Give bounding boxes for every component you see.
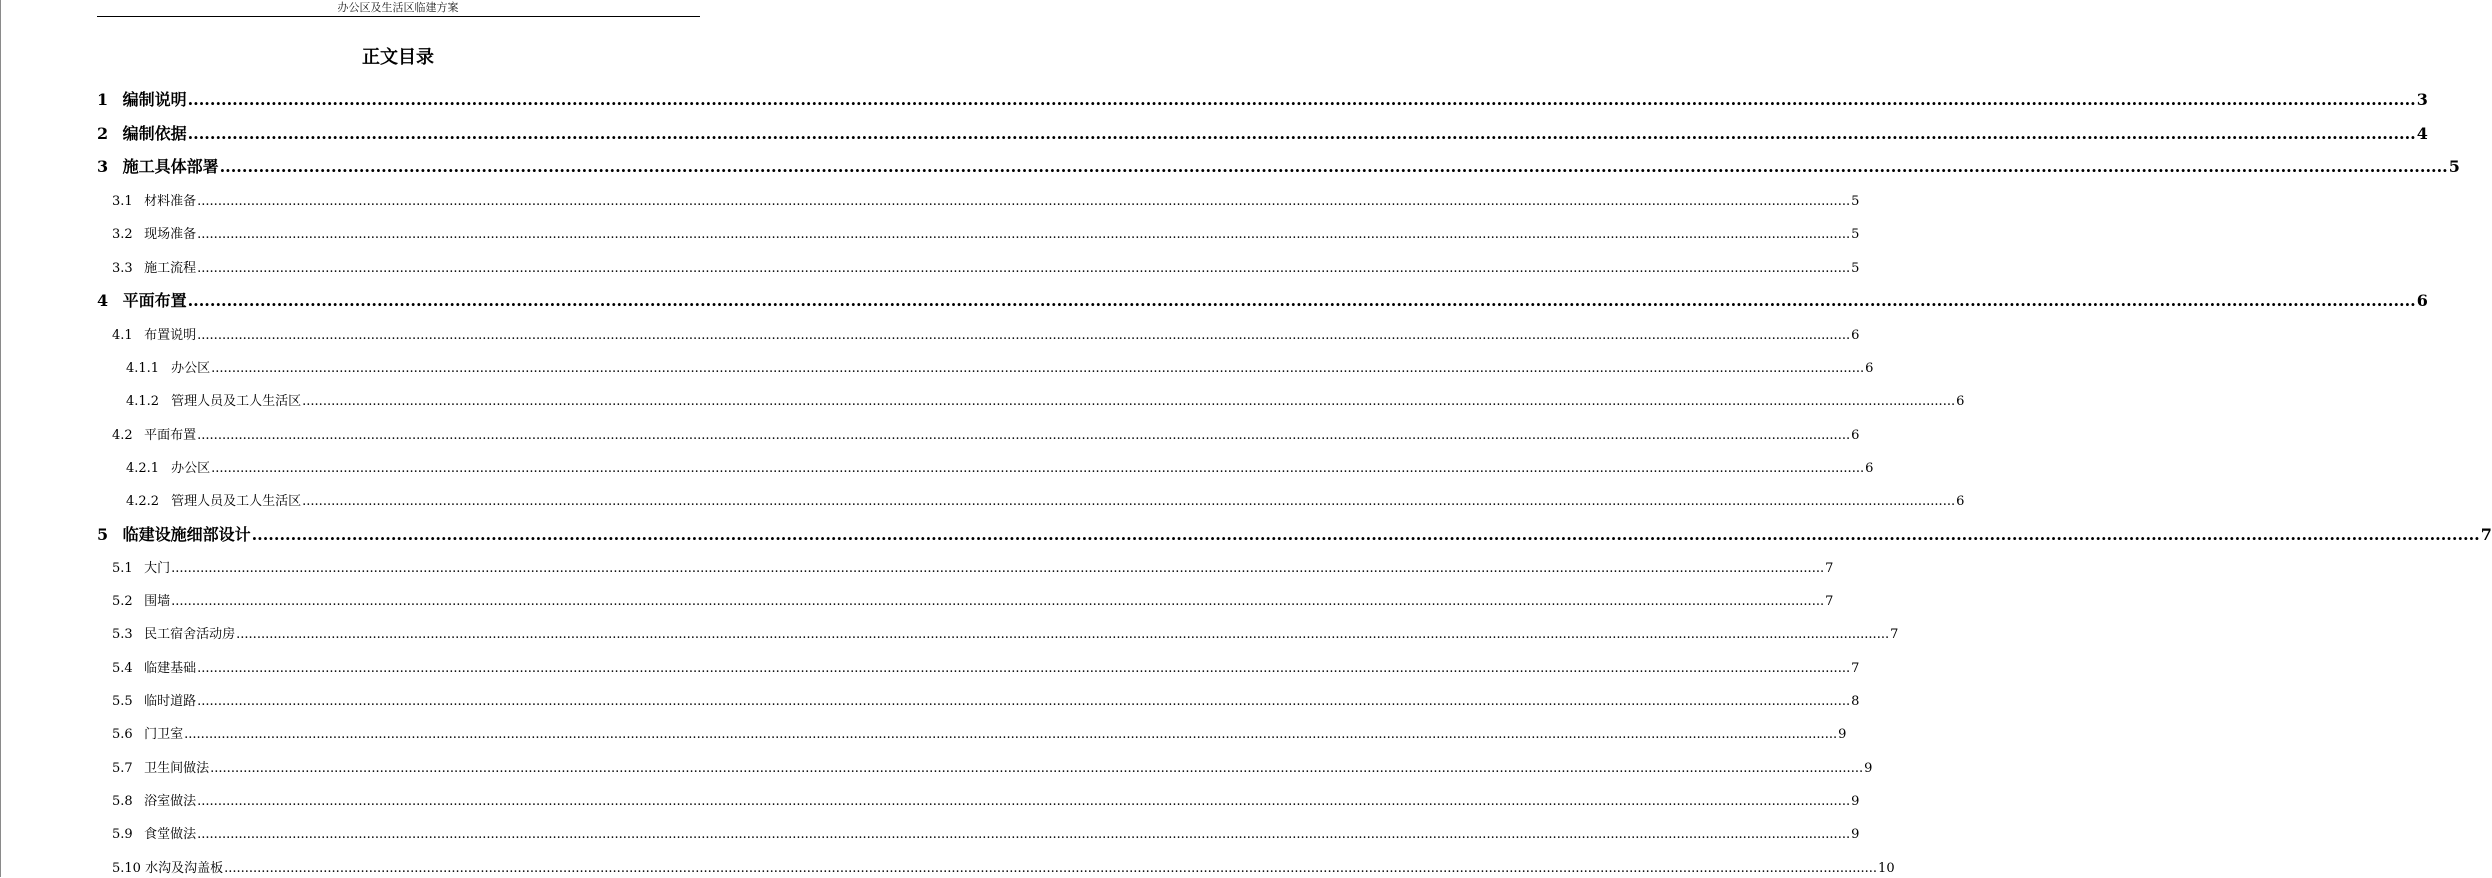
toc-entry-number: 4.2 xyxy=(112,428,133,443)
toc-entry-label: 办公区 xyxy=(171,461,211,476)
toc-page-number: 6 xyxy=(2416,291,2428,310)
toc-entry-number: 5.9 xyxy=(112,827,133,842)
toc-entry-heading xyxy=(112,260,196,278)
toc-leader-dots: ................................................................................................................................................................................................................................................................................................................................................................................................................ xyxy=(197,428,1851,443)
toc-page-number: 5 xyxy=(1851,194,1860,209)
toc-entry-number: 5 xyxy=(97,525,109,544)
toc-leader-dots: ................................................................................................................................................................................................................................................................................................................................................................................................................ xyxy=(236,627,1890,642)
toc-entry-heading xyxy=(112,327,196,345)
toc-entry-label: 临时道路 xyxy=(144,694,197,709)
toc-entry-heading xyxy=(112,860,223,878)
toc-page-number: 7 xyxy=(1825,594,1834,609)
toc-entry-label: 大门 xyxy=(144,561,171,576)
toc-entry-number: 3 xyxy=(97,157,109,176)
toc-page-number: 7 xyxy=(1851,661,1860,676)
toc-entry-label: 民工宿舍活动房 xyxy=(144,627,236,642)
toc-entry-number: 4.1.1 xyxy=(126,361,160,376)
toc-entry-heading xyxy=(126,460,210,478)
toc-leader-dots: ................................................................................................................................................................................................................................................................................................................................................................................................................ xyxy=(197,661,1851,676)
toc-entry-heading xyxy=(97,157,219,177)
toc-entry[interactable] xyxy=(126,458,1874,478)
toc-entry-label: 水沟及沟盖板 xyxy=(145,861,224,876)
toc-entry[interactable] xyxy=(97,157,2460,177)
toc-leader-dots: ................................................................................................................................................................................................................................................................................................................................................................................................................ xyxy=(210,761,1864,776)
toc-entry-number: 4 xyxy=(97,291,109,310)
toc-entry-number: 2 xyxy=(97,124,109,143)
toc-entry[interactable] xyxy=(112,191,1860,211)
toc-entry-number: 5.5 xyxy=(112,694,133,709)
toc-entry[interactable] xyxy=(126,491,1965,511)
toc-entry-label: 浴室做法 xyxy=(144,794,197,809)
toc-leader-dots: ................................................................................................................................................................................................................................................................................................................................................................................................................ xyxy=(197,194,1851,209)
toc-page-number: 6 xyxy=(1851,428,1860,443)
toc-entry-heading xyxy=(112,593,170,611)
toc-entry-number: 1 xyxy=(97,90,109,109)
toc-leader-dots: ................................................................................................................................................................................................................................................................................................................................................................................................................ xyxy=(171,594,1825,609)
toc-entry-label: 材料准备 xyxy=(144,194,197,209)
toc-entry-heading xyxy=(112,193,196,211)
toc-entry-number: 5.10 xyxy=(112,861,141,876)
toc-page-number: 6 xyxy=(1851,328,1860,343)
toc-entry-number: 5.6 xyxy=(112,727,133,742)
toc-entry-number: 3.1 xyxy=(112,194,133,209)
toc-entry-heading xyxy=(112,427,196,445)
toc-page-number: 5 xyxy=(1851,227,1860,242)
toc-leader-dots: ................................................................................................................................................................................................................................................................................................................................................................................................................ xyxy=(197,261,1851,276)
toc-entry-label: 围墙 xyxy=(144,594,171,609)
toc-entry-number: 5.4 xyxy=(112,661,133,676)
toc-entry-label: 管理人员及工人生活区 xyxy=(171,394,302,409)
toc-entry[interactable] xyxy=(112,624,1899,644)
toc-leader-dots: ................................................................................................................................................................................................................................................................................................................................................................................................................ xyxy=(197,328,1851,343)
toc-page-number: 4 xyxy=(2416,124,2428,143)
toc-entry[interactable] xyxy=(112,824,1860,844)
toc-entry-heading xyxy=(126,360,210,378)
toc-entry-label: 临建基础 xyxy=(144,661,197,676)
toc-page-number: 6 xyxy=(1956,394,1965,409)
toc-page-number: 6 xyxy=(1865,361,1874,376)
toc-entry[interactable] xyxy=(112,591,1834,611)
toc-entry-label: 卫生间做法 xyxy=(144,761,210,776)
toc-entry[interactable] xyxy=(112,224,1860,244)
toc-leader-dots: ................................................................................................................................................................................................................................................................................................................................................................................................................ xyxy=(187,124,2416,143)
toc-entry[interactable] xyxy=(112,758,1873,778)
toc-entry-label: 管理人员及工人生活区 xyxy=(171,494,302,509)
toc-entry[interactable] xyxy=(126,358,1874,378)
toc-entry-label: 编制依据 xyxy=(122,124,187,143)
toc-entry-heading xyxy=(126,393,301,411)
toc-leader-dots: ................................................................................................................................................................................................................................................................................................................................................................................................................ xyxy=(197,227,1851,242)
toc-entry-number: 4.1.2 xyxy=(126,394,160,409)
toc-entry-heading xyxy=(126,493,301,511)
toc-entry-label: 临建设施细部设计 xyxy=(122,525,251,544)
toc-entry[interactable] xyxy=(97,124,2428,144)
toc-entry[interactable] xyxy=(126,391,1965,411)
toc-leader-dots: ................................................................................................................................................................................................................................................................................................................................................................................................................ xyxy=(197,794,1851,809)
toc-entry-number: 5.8 xyxy=(112,794,133,809)
toc-leader-dots: ................................................................................................................................................................................................................................................................................................................................................................................................................ xyxy=(187,291,2416,310)
toc-entry-heading xyxy=(112,560,170,578)
toc-page-number: 9 xyxy=(1838,727,1847,742)
toc-entry-label: 布置说明 xyxy=(144,328,197,343)
toc-page-number: 7 xyxy=(1890,627,1899,642)
toc-leader-dots: ................................................................................................................................................................................................................................................................................................................................................................................................................ xyxy=(251,525,2480,544)
toc-entry-heading xyxy=(97,90,187,110)
toc-page-number: 5 xyxy=(2448,157,2460,176)
toc-entry-number: 4.1 xyxy=(112,328,133,343)
toc-entry-heading xyxy=(112,793,196,811)
toc-entry-number: 4.2.1 xyxy=(126,461,160,476)
toc-entry-number: 3.3 xyxy=(112,261,133,276)
toc-page-number: 9 xyxy=(1851,794,1860,809)
running-header: 办公区及生活区临建方案 xyxy=(337,1,459,14)
toc-entry[interactable] xyxy=(112,658,1860,678)
toc-entry[interactable] xyxy=(112,691,1860,711)
toc-page-number: 7 xyxy=(1825,561,1834,576)
toc-entry[interactable] xyxy=(112,858,1895,878)
toc-leader-dots: ................................................................................................................................................................................................................................................................................................................................................................................................................ xyxy=(211,461,1865,476)
toc-entry[interactable] xyxy=(97,525,2492,545)
toc-entry-heading xyxy=(112,726,183,744)
toc-leader-dots: ................................................................................................................................................................................................................................................................................................................................................................................................................ xyxy=(219,157,2448,176)
toc-leader-dots: ................................................................................................................................................................................................................................................................................................................................................................................................................ xyxy=(197,827,1851,842)
toc-entry-heading xyxy=(112,693,196,711)
toc-entry[interactable] xyxy=(112,425,1860,445)
toc-entry[interactable] xyxy=(97,291,2428,311)
toc-leader-dots: ................................................................................................................................................................................................................................................................................................................................................................................................................ xyxy=(184,727,1838,742)
toc-page-number: 6 xyxy=(1865,461,1874,476)
toc-entry-label: 平面布置 xyxy=(144,428,197,443)
toc-entry-heading xyxy=(97,525,251,545)
toc-entry[interactable] xyxy=(112,258,1860,278)
toc-entry-label: 门卫室 xyxy=(144,727,184,742)
toc-page-number: 8 xyxy=(1851,694,1860,709)
toc-entry-heading xyxy=(97,124,187,144)
toc-page-number: 10 xyxy=(1878,861,1895,876)
toc-page-number: 7 xyxy=(2480,525,2492,544)
toc-leader-dots: ................................................................................................................................................................................................................................................................................................................................................................................................................ xyxy=(302,394,1956,409)
toc-entry-number: 5.1 xyxy=(112,561,133,576)
toc-page-number: 6 xyxy=(1956,494,1965,509)
toc-entry-label: 办公区 xyxy=(171,361,211,376)
toc-entry-heading xyxy=(112,626,235,644)
toc-entry-label: 平面布置 xyxy=(122,291,187,310)
toc-entry-number: 5.7 xyxy=(112,761,133,776)
toc-entry-label: 施工具体部署 xyxy=(122,157,219,176)
toc-leader-dots: ................................................................................................................................................................................................................................................................................................................................................................................................................ xyxy=(171,561,1825,576)
toc-entry-number: 5.3 xyxy=(112,627,133,642)
toc-leader-dots: ................................................................................................................................................................................................................................................................................................................................................................................................................ xyxy=(187,90,2416,109)
toc-entry[interactable] xyxy=(112,325,1860,345)
toc-entry-heading xyxy=(112,226,196,244)
toc-entry[interactable] xyxy=(112,558,1834,578)
toc-entry-heading xyxy=(97,291,187,311)
toc-leader-dots: ................................................................................................................................................................................................................................................................................................................................................................................................................ xyxy=(197,694,1851,709)
toc-entry[interactable] xyxy=(112,724,1847,744)
toc-entry-heading xyxy=(112,660,196,678)
toc-entry[interactable] xyxy=(97,90,2428,110)
toc-page-number: 5 xyxy=(1851,261,1860,276)
toc-entry[interactable] xyxy=(112,791,1860,811)
toc-entry-heading xyxy=(112,826,196,844)
toc-entry-label: 食堂做法 xyxy=(144,827,197,842)
toc-page-number: 3 xyxy=(2416,90,2428,109)
toc-entry-label: 现场准备 xyxy=(144,227,197,242)
toc-entry-number: 4.2.2 xyxy=(126,494,160,509)
toc-entry-label: 编制说明 xyxy=(122,90,187,109)
toc-entry-label: 施工流程 xyxy=(144,261,197,276)
toc-page-number: 9 xyxy=(1864,761,1873,776)
page-title: 正文目录 xyxy=(362,47,434,68)
toc-entry-number: 5.2 xyxy=(112,594,133,609)
toc-leader-dots: ................................................................................................................................................................................................................................................................................................................................................................................................................ xyxy=(224,861,1878,876)
toc-entry-number: 3.2 xyxy=(112,227,133,242)
toc-page-number: 9 xyxy=(1851,827,1860,842)
toc-leader-dots: ................................................................................................................................................................................................................................................................................................................................................................................................................ xyxy=(211,361,1865,376)
toc-leader-dots: ................................................................................................................................................................................................................................................................................................................................................................................................................ xyxy=(302,494,1956,509)
toc-entry-heading xyxy=(112,760,209,778)
